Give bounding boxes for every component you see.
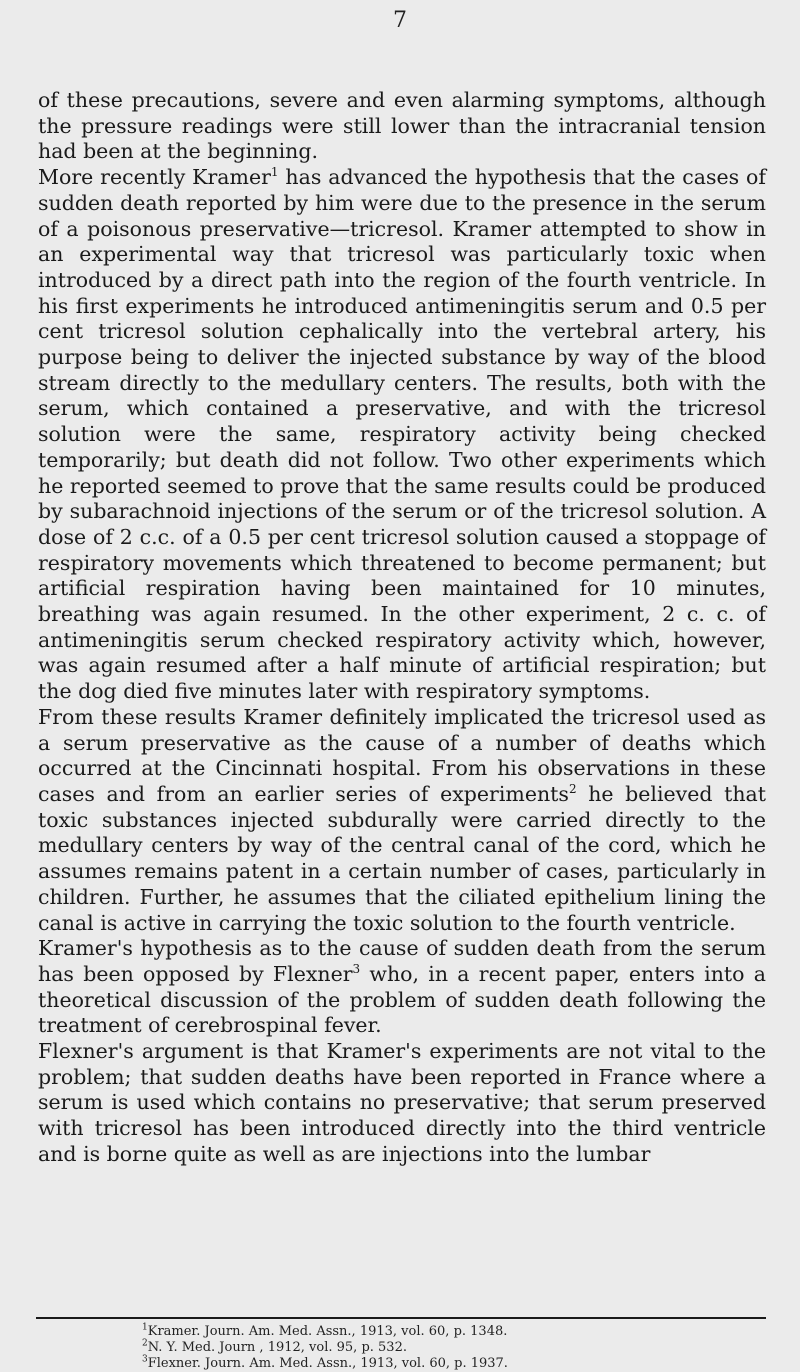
footnote-ref-2: 2 <box>568 782 577 797</box>
paragraph-3 <box>38 705 766 936</box>
footnote-text: N. Y. Med. Journ , 1912, vol. 95, p. 532. <box>147 1340 407 1355</box>
paragraph-text: Kramer's hypothesis as to the cause of sudden death from the serum has been opposed by Flexner <box>38 936 766 986</box>
page-number: 7 <box>393 8 407 33</box>
footnote-number: 2 <box>142 1338 148 1349</box>
footnote-divider <box>36 1317 766 1319</box>
paragraph-text: who, in a recent paper, enters into a theoretical discussion of the problem of sudden death following the treatment of cerebrospinal fever. <box>38 961 766 1038</box>
paragraph-text: he believed that toxic substances injected subdurally were carried directly to the medullary centers by way of the central canal of the cord, which he assumes remains patent in a certain number of cases, particularly in children. Further, he assumes that the ciliated epithelium lining the canal is active in carrying the toxic solution to the fourth ventricle. <box>38 781 766 935</box>
body-text <box>38 88 766 1168</box>
paragraph-2 <box>38 165 766 705</box>
footnote-text: Kramer. Journ. Am. Med. Assn., 1913, vol. 60, p. 1348. <box>147 1324 508 1339</box>
paragraph-4 <box>38 936 766 1039</box>
paragraph-text: has advanced the hypothesis that the cases of sudden death reported by him were due to the presence in the serum of a poisonous preservative—tricresol. Kramer attempted to show in an experimental way that tricresol was particularly toxic when introduced by a direct path into the region of the fourth ventricle. In his first experiments he introduced antimeningitis serum and 0.5 per cent tricresol solution cephalically into the vertebral artery, his purpose being to deliver the injected substance by way of the blood stream directly to the medullary centers. The results, both with the serum, which contained a preservative, and with the tricresol solution were the same, respiratory activity being checked temporarily; but death did not follow. Two other experiments which he reported seemed to prove that the same results could be produced by subarachnoid injections of the serum or of the tricresol solution. A dose of 2 c.c. of a 0.5 per cent tricresol solution caused a stoppage of respiratory movements which threatened to become permanent; but artificial respiration having been maintained for 10 minutes, breathing was again resumed. In the other experiment, 2 c. c. of antimeningitis serum checked respiratory activity which, however, was again resumed after a half minute of artificial respiration; but the dog died five minutes later with respiratory symptoms. <box>38 165 766 704</box>
footnote-1 <box>142 1324 742 1340</box>
footnote-ref-1: 1 <box>270 165 279 180</box>
footnote-text: Flexner. Journ. Am. Med. Assn., 1913, vol. 60, p. 1937. <box>147 1356 508 1371</box>
paragraph-text: More recently Kramer <box>38 165 271 190</box>
paragraph-text: From these results Kramer definitely implicated the tricresol used as a serum preservative as the cause of a number of deaths which occurred at the Cincinnati hospital. From his observations in these cases and from an earlier series of experiments <box>38 704 766 806</box>
footnote-number: 3 <box>142 1354 148 1365</box>
paragraph-1 <box>38 88 766 165</box>
paragraph-text: Flexner's argument is that Kramer's experiments are not vital to the problem; that sudden deaths have been reported in France where a serum is used which contains no preservative; that serum preserved with tricresol has been introduced directly into the third ventricle and is borne quite as well as are injections into the lumbar <box>38 1039 766 1166</box>
footnote-3 <box>142 1356 742 1372</box>
footnote-number: 1 <box>142 1322 148 1333</box>
footnote-2 <box>142 1340 742 1356</box>
paragraph-text: of these precautions, severe and even alarming symptoms, although the pressure readings were still lower than the intracranial tension had been at the beginning. <box>38 88 766 164</box>
paragraph-5 <box>38 1039 766 1168</box>
footnote-ref-3: 3 <box>352 962 361 977</box>
footnotes <box>142 1324 742 1372</box>
